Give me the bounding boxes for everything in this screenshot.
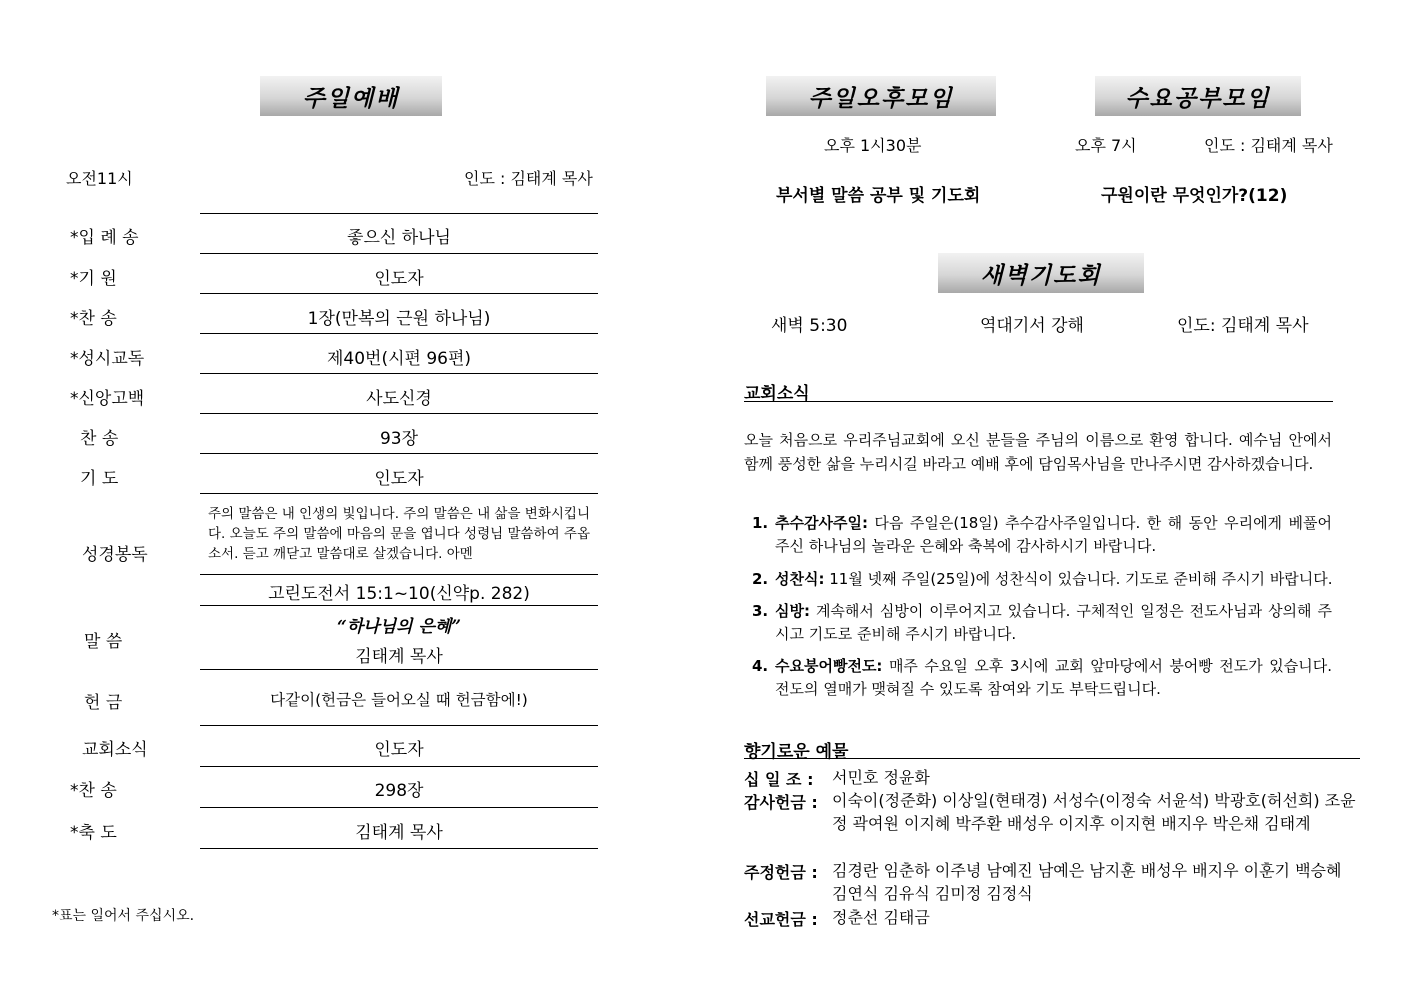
news-item-number: 2. [752,570,769,588]
standing-footnote: *표는 일어서 주십시오. [52,908,195,924]
offering-value: 다같이(헌금은 들어오실 때 헌금함에!) [270,691,528,709]
order-label: 교회소식 [82,740,148,760]
worship-title-banner [260,76,442,116]
order-value: 인도자 [374,740,424,760]
order-label: *입 례 송 [70,228,139,248]
order-value: 인도자 [374,269,424,289]
order-value: 김태계 목사 [355,823,443,843]
wednesday-title: 수요공부모임 [1125,84,1271,112]
divider [200,373,598,374]
order-value: 298장 [374,781,424,801]
divider [200,807,598,808]
order-label: *성시교독 [70,349,145,369]
news-item [775,568,1335,591]
sermon-title: “하나님의 은혜” [336,617,461,637]
afternoon-title: 주일오후모임 [808,84,954,112]
order-label: *축 도 [70,823,117,843]
news-item [775,600,1332,646]
reading-label: 성경봉독 [82,545,148,565]
sermon-label: 말 씀 [84,632,123,652]
news-welcome: 오늘 처음으로 우리주님교회에 오신 분들을 주님의 이름으로 환영 합니다. 예수님 안에서 함께 풍성한 삶을 누리시길 바라고 예배 후에 담임목사님을 만나주시면 감사하겠습니다. [744,431,1332,473]
reading-passage: 고린도전서 15:1~10(신약p. 282) [268,584,530,604]
news-item-head: 심방: [775,602,810,620]
dawn-topic: 역대기서 강해 [980,316,1084,336]
offering-names: 이숙이(정준화) 이상일(현태경) 서성수(이정숙 서윤석) 박광호(허선희) 조윤정 곽여원 이지혜 박주환 배성우 이지후 이지현 배지우 박은채 김태계 [832,791,1356,833]
order-value: 제40번(시편 96편) [326,349,472,369]
divider [200,669,598,670]
divider [200,493,598,494]
news-item-text: 다음 주일은(18일) 추수감사주일입니다. 한 해 동안 우리에게 베풀어 주신 하나님의 놀라운 은혜와 축복에 감사하시기 바랍니다. [775,514,1332,555]
news-item-text: 11월 넷째 주일(25일)에 성찬식이 있습니다. 기도로 준비해 주시기 바랍니다. [829,570,1333,588]
dawn-title-banner [938,253,1144,293]
divider [200,725,598,726]
order-label: *찬 송 [70,781,117,801]
offering-type: 선교헌금 : [744,910,818,929]
news-item-text: 계속해서 심방이 이루어지고 있습니다. 구체적인 일정은 전도사님과 상의해 주시고 기도로 준비해 주시기 바랍니다. [775,602,1332,643]
offerings-underline [744,758,1360,759]
order-label: *찬 송 [70,309,117,329]
wednesday-leader: 인도 : 김태계 목사 [1204,136,1333,155]
afternoon-topic: 부서별 말씀 공부 및 기도회 [776,186,981,206]
news-item-number: 1. [752,514,769,532]
news-item-number: 4. [752,657,769,675]
divider [200,253,598,254]
divider [200,453,598,454]
wednesday-title-banner [1095,76,1301,116]
offering-type: 주정헌금 : [744,863,818,882]
wednesday-time: 오후 7시 [1075,136,1137,155]
order-value: 좋으신 하나님 [347,228,451,248]
offerings-title: 향기로운 예물 [744,742,849,762]
dawn-title: 새벽기도회 [980,261,1102,289]
offering-type: 십 일 조 : [744,770,814,789]
divider [200,574,598,575]
afternoon-title-banner [766,76,996,116]
order-value: 93장 [379,429,419,449]
worship-title: 주일예배 [302,84,400,112]
afternoon-time: 오후 1시30분 [824,136,922,155]
divider [200,766,598,767]
offering-names: 김경란 임춘하 이주녕 남예진 남예은 남지훈 배성우 배지우 이훈기 백승혜 김연식 김유식 김미정 김정식 [832,861,1342,903]
order-value: 1장(만복의 근원 하나님) [307,309,491,329]
news-item [775,655,1332,701]
order-label: *기 원 [70,269,117,289]
news-underline [744,401,1333,402]
dawn-leader: 인도: 김태계 목사 [1177,316,1309,336]
wednesday-topic: 구원이란 무엇인가?(12) [1101,186,1288,206]
offering-label: 헌 금 [84,693,123,713]
worship-time: 오전11시 [66,169,133,188]
offering-names: 정춘선 김태금 [832,908,930,927]
divider [200,213,598,214]
reading-prayer: 주의 말씀은 내 인생의 빛입니다. 주의 말씀은 내 삶을 변화시킵니다. 오늘도 주의 말씀에 마음의 문을 엽니다 성령님 말씀하여 주옵소서. 듣고 깨닫고 말씀대로 살겠습니다. 아멘 [208,506,590,562]
sermon-preacher: 김태계 목사 [355,647,443,667]
divider [200,413,598,414]
divider [200,333,598,334]
order-label: 찬 송 [80,429,119,449]
order-value: 사도신경 [366,389,432,409]
news-item-head: 성찬식: [775,570,825,588]
divider [200,848,598,849]
order-value: 인도자 [374,469,424,489]
worship-leader: 인도 : 김태계 목사 [464,169,593,188]
news-item-head: 수요붕어빵전도: [775,657,883,675]
dawn-time: 새벽 5:30 [771,316,848,336]
order-label: *신앙고백 [70,389,145,409]
news-item-head: 추수감사주일: [775,514,868,532]
news-title: 교회소식 [744,384,810,404]
order-label: 기 도 [80,469,119,489]
divider [200,605,598,606]
offering-names: 서민호 정윤화 [832,768,930,787]
news-item [775,512,1332,558]
news-item-number: 3. [752,602,769,620]
divider [200,293,598,294]
offering-type: 감사헌금 : [744,793,818,812]
news-item-text: 매주 수요일 오후 3시에 교회 앞마당에서 붕어빵 전도가 있습니다. 전도의 열매가 맺혀질 수 있도록 참여와 기도 부탁드립니다. [775,657,1332,698]
